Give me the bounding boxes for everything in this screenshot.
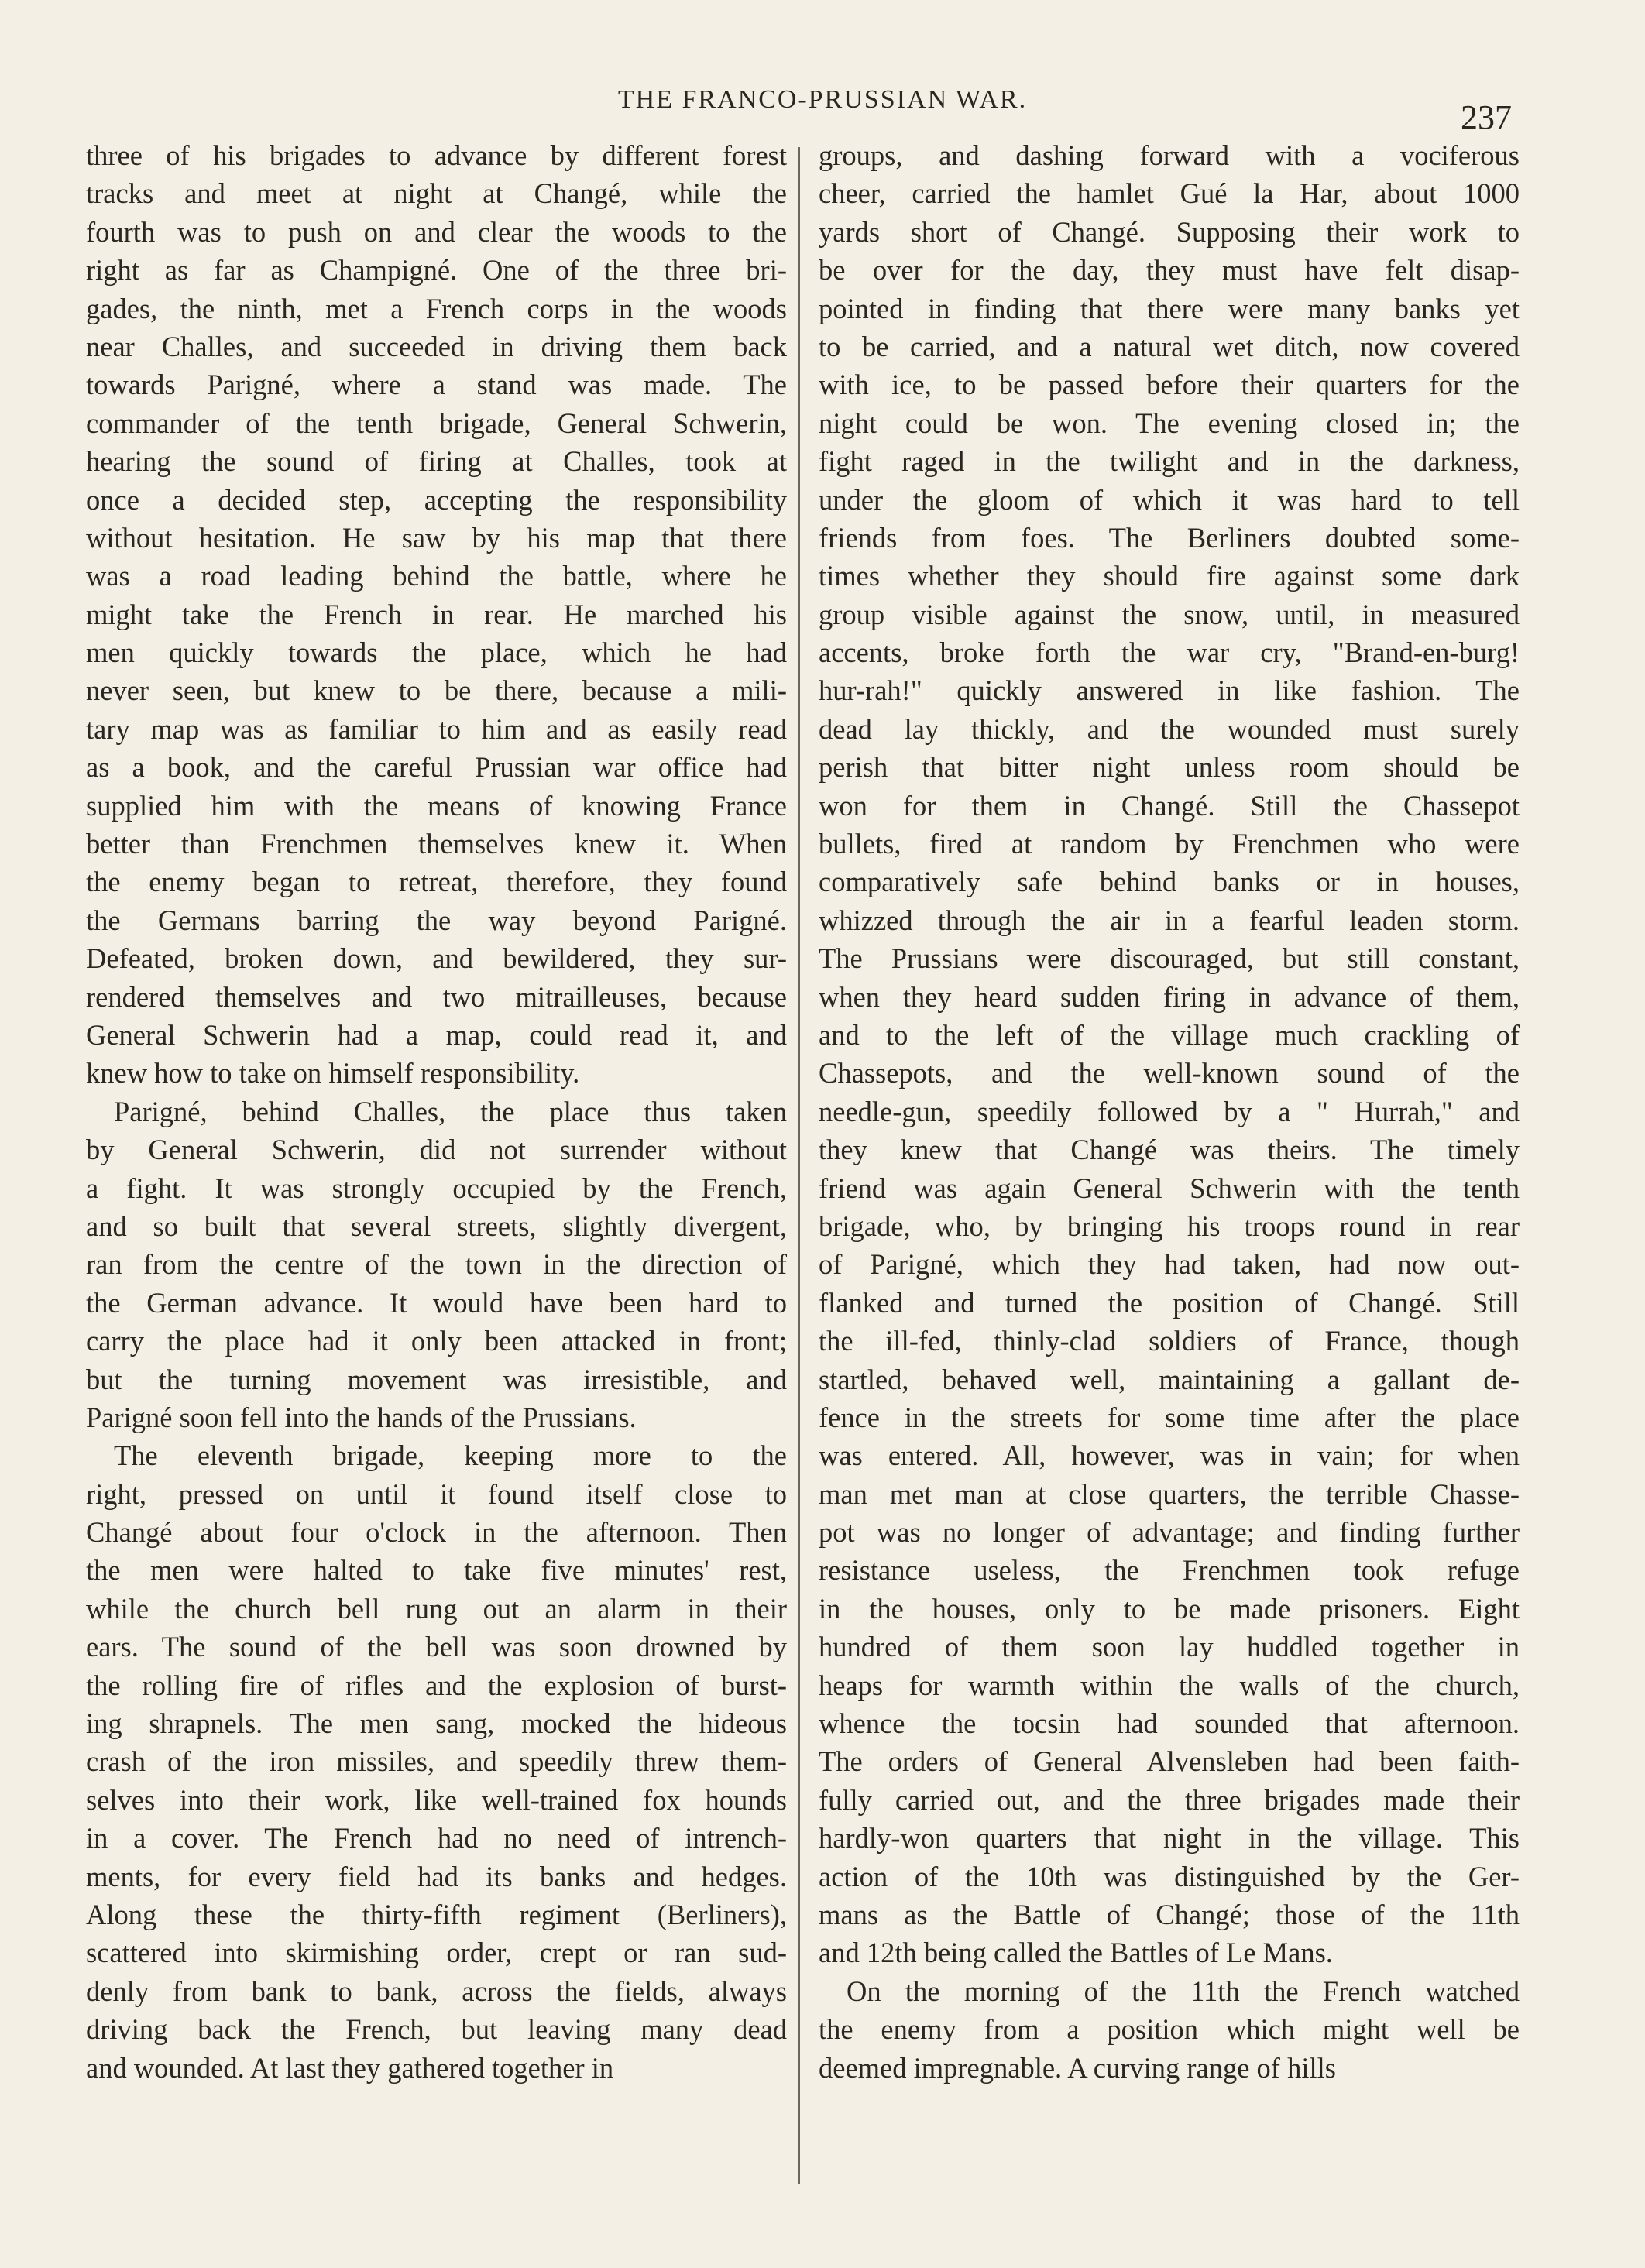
text-line: needle-gun, speedily followed by a " Hurrah," and [819, 1095, 1520, 1127]
text-line: crash of the iron missiles, and speedily threw them- [86, 1745, 787, 1778]
text-line: Parigné soon fell into the hands of the Prussians. [86, 1401, 637, 1433]
text-line: man met man at close quarters, the terrible Chasse- [819, 1477, 1520, 1510]
text-line: but the turning movement was irresistible, and [86, 1363, 787, 1395]
text-line: when they heard sudden firing in advance of them, [819, 980, 1520, 1013]
text-line: the enemy from a position which might well be [819, 2013, 1520, 2046]
text-line: might take the French in rear. He marched his [86, 598, 787, 630]
text-line: selves into their work, like well-trained fox hounds [86, 1783, 787, 1816]
text-line: to be carried, and a natural wet ditch, now covered [819, 330, 1520, 362]
text-line: yards short of Changé. Supposing their work to [819, 215, 1520, 248]
text-line: supplied him with the means of knowing France [86, 789, 787, 822]
text-line: whizzed through the air in a fearful leaden storm. [819, 904, 1520, 936]
text-line: tary map was as familiar to him and as easily read [86, 712, 787, 745]
text-line: Defeated, broken down, and bewildered, they sur- [86, 942, 787, 975]
text-line: On the morning of the 11th the French watched [847, 1975, 1520, 2007]
text-line: General Schwerin had a map, could read it, and [86, 1018, 787, 1051]
text-line: the ill-fed, thinly-clad soldiers of France, though [819, 1325, 1520, 1357]
text-line: startled, behaved well, maintaining a gallant de- [819, 1363, 1520, 1395]
text-line: a fight. It was strongly occupied by the French, [86, 1172, 787, 1204]
text-line: fight raged in the twilight and in the darkness, [819, 445, 1520, 478]
column-divider [798, 147, 800, 2184]
text-line: heaps for warmth within the walls of the church, [819, 1669, 1520, 1701]
text-line: and 12th being called the Battles of Le Mans. [819, 1937, 1333, 1969]
text-line: be over for the day, they must have felt disap- [819, 254, 1520, 287]
text-line: towards Parigné, where a stand was made. The [86, 369, 787, 401]
text-line: ran from the centre of the town in the direction of [86, 1248, 787, 1281]
text-line: ears. The sound of the bell was soon drowned by [86, 1631, 787, 1663]
text-line: gades, the ninth, met a French corps in the woods [86, 292, 787, 324]
text-line: The eleventh brigade, keeping more to the [114, 1439, 787, 1472]
text-line: as a book, and the careful Prussian war office had [86, 751, 787, 784]
text-line: with ice, to be passed before their quarters for the [819, 369, 1520, 401]
text-line: cheer, carried the hamlet Gué la Har, about 1000 [819, 177, 1520, 210]
text-line: action of the 10th was distinguished by the Ger- [819, 1860, 1520, 1892]
text-line: groups, and dashing forward with a vociferous [819, 139, 1520, 171]
text-line: comparatively safe behind banks or in houses, [819, 866, 1520, 898]
text-line: in a cover. The French had no need of intrench- [86, 1822, 787, 1855]
text-line: and to the left of the village much crackling of [819, 1018, 1520, 1051]
text-line: friends from foes. The Berliners doubted some- [819, 521, 1520, 554]
text-line: driving back the French, but leaving many dead [86, 2013, 787, 2046]
text-line: pointed in finding that there were many banks yet [819, 292, 1520, 324]
text-line: perish that bitter night unless room should be [819, 751, 1520, 784]
text-line: whence the tocsin had sounded that afternoon. [819, 1707, 1520, 1740]
text-line: they knew that Changé was theirs. The timely [819, 1134, 1520, 1166]
text-line: times whether they should fire against some dark [819, 560, 1520, 592]
text-line: the rolling fire of rifles and the explosion of burst- [86, 1669, 787, 1701]
text-line: Parigné, behind Challes, the place thus taken [114, 1095, 787, 1127]
text-line: flanked and turned the position of Changé. Still [819, 1286, 1520, 1319]
text-line: and wounded. At last they gathered together in [86, 2051, 614, 2084]
left-column [86, 136, 787, 2087]
text-line: in the houses, only to be made prisoners. Eight [819, 1592, 1520, 1625]
text-line: men quickly towards the place, which he had [86, 636, 787, 669]
text-line: Chassepots, and the well-known sound of the [819, 1057, 1520, 1089]
text-line: the German advance. It would have been hard to [86, 1286, 787, 1319]
text-line: fence in the streets for some time after the place [819, 1401, 1520, 1433]
text-line: was entered. All, however, was in vain; for when [819, 1439, 1520, 1472]
text-line: the enemy began to retreat, therefore, they found [86, 866, 787, 898]
text-line: dead lay thickly, and the wounded must surely [819, 712, 1520, 745]
text-line: brigade, who, by bringing his troops round in rear [819, 1209, 1520, 1242]
text-line: hardly-won quarters that night in the village. This [819, 1822, 1520, 1855]
text-line: three of his brigades to advance by different forest [86, 139, 787, 171]
text-line: of Parigné, which they had taken, had now out- [819, 1248, 1520, 1281]
page-number: 237 [1461, 98, 1512, 136]
text-line: fully carried out, and the three brigades made their [819, 1783, 1520, 1816]
text-line: the Germans barring the way beyond Parigné. [86, 904, 787, 936]
text-line: deemed impregnable. A curving range of hills [819, 2051, 1336, 2084]
text-line: hundred of them soon lay huddled together in [819, 1631, 1520, 1663]
text-line: resistance useless, the Frenchmen took refuge [819, 1554, 1520, 1587]
running-title: THE FRANCO-PRUSSIAN WAR. [617, 85, 1028, 114]
text-line: group visible against the snow, until, in measured [819, 598, 1520, 630]
text-line: The orders of General Alvensleben had been faith- [819, 1745, 1520, 1778]
text-line: carry the place had it only been attacked in front; [86, 1325, 787, 1357]
text-line: near Challes, and succeeded in driving them back [86, 330, 787, 362]
text-line: under the gloom of which it was hard to tell [819, 483, 1520, 516]
text-line: never seen, but knew to be there, because a mili- [86, 674, 787, 707]
text-line: Along these the thirty-fifth regiment (Berliners), [86, 1898, 787, 1930]
text-line: the men were halted to take five minutes' rest, [86, 1554, 787, 1587]
text-line: scattered into skirmishing order, crept or ran sud- [86, 1937, 787, 1969]
text-line: and so built that several streets, slightly divergent, [86, 1209, 787, 1242]
text-line: Changé about four o'clock in the afternoon. Then [86, 1516, 787, 1549]
text-line: while the church bell rung out an alarm in their [86, 1592, 787, 1625]
text-line: tracks and meet at night at Changé, while the [86, 177, 787, 210]
text-line: mans as the Battle of Changé; those of the 11th [819, 1898, 1520, 1930]
text-line: right as far as Champigné. One of the three bri- [86, 254, 787, 287]
text-line: hearing the sound of firing at Challes, took at [86, 445, 787, 478]
text-line: friend was again General Schwerin with the tenth [819, 1172, 1520, 1204]
right-column [819, 136, 1520, 2087]
text-line: accents, broke forth the war cry, "Brand-en-burg! [819, 636, 1520, 669]
text-line: fourth was to push on and clear the woods to the [86, 215, 787, 248]
text-line: right, pressed on until it found itself close to [86, 1477, 787, 1510]
text-line: ments, for every field had its banks and hedges. [86, 1860, 787, 1892]
text-line: commander of the tenth brigade, General Schwerin, [86, 407, 787, 439]
text-line: once a decided step, accepting the responsibility [86, 483, 787, 516]
text-line: by General Schwerin, did not surrender without [86, 1134, 787, 1166]
text-line: denly from bank to bank, across the fields, always [86, 1975, 787, 2007]
text-line: hur-rah!" quickly answered in like fashion. The [819, 674, 1520, 707]
text-line: better than Frenchmen themselves knew it. When [86, 828, 787, 860]
text-line: night could be won. The evening closed in; the [819, 407, 1520, 439]
text-line: was a road leading behind the battle, where he [86, 560, 787, 592]
text-line: won for them in Changé. Still the Chassepot [819, 789, 1520, 822]
text-line: The Prussians were discouraged, but still constant, [819, 942, 1520, 975]
text-line: ing shrapnels. The men sang, mocked the hideous [86, 1707, 787, 1740]
text-line: rendered themselves and two mitrailleuses, because [86, 980, 787, 1013]
text-line: bullets, fired at random by Frenchmen who were [819, 828, 1520, 860]
text-line: without hesitation. He saw by his map that there [86, 521, 787, 554]
text-line: knew how to take on himself responsibility. [86, 1057, 580, 1089]
text-line: pot was no longer of advantage; and finding further [819, 1516, 1520, 1549]
